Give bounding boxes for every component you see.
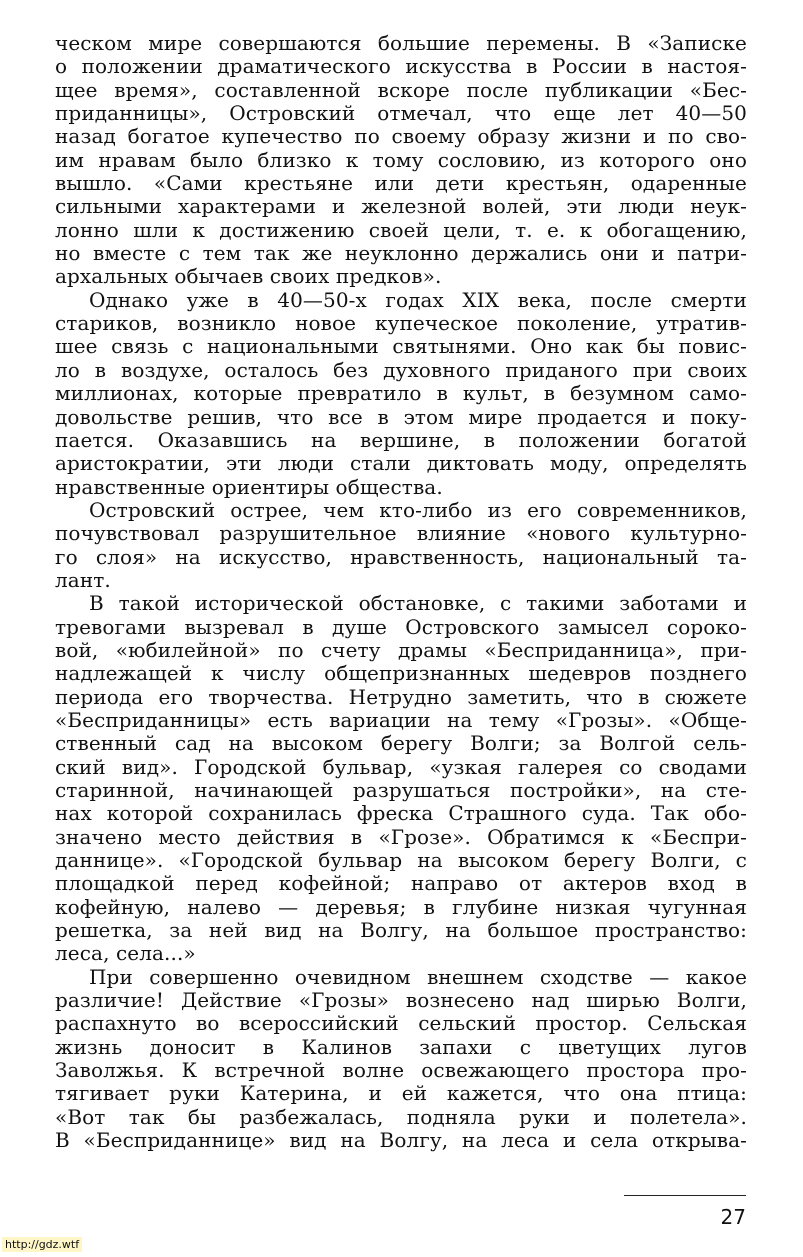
text-column <box>55 32 747 1153</box>
text-line: ческом мире совершаются большие перемены. В «Записке <box>55 31 747 55</box>
text-line: Островский острее, чем кто-либо из его современников, <box>89 497 747 522</box>
text-line: но вместе с тем так же неуклонно держались они и патри- <box>55 241 747 266</box>
text-line: архальных обычаев своих предков». <box>55 264 442 289</box>
text-line: назад богатое купечество по своему образу жизни и по сво- <box>55 124 747 149</box>
text-line: Заволжья. К встречной волне освежающего простора про- <box>55 1058 747 1083</box>
text-line: стариков, возникло новое купеческое поколение, утратив- <box>55 311 747 336</box>
text-line: жизнь доносит в Калинов запахи с цветущих лугов <box>55 1034 747 1059</box>
text-line: аристократии, эти люди стали диктовать моду, определять <box>55 451 747 476</box>
text-line: ственный сад на высоком берегу Волги; за Волгой сель- <box>55 731 747 756</box>
text-line: нах которой сохранилась фреска Страшного суда. Так обо- <box>55 801 747 826</box>
text-line: даннице». «Городской бульвар на высоком берегу Волги, с <box>55 848 747 873</box>
text-line: им нравам было близко к тому сословию, из которого оно <box>55 147 747 172</box>
text-line: почувствовал разрушительное влияние «нового культурно- <box>55 521 747 546</box>
text-line: старинной, начинающей разрушаться постройки», на сте- <box>55 778 747 802</box>
text-line: периода его творчества. Нетрудно заметить, что в сюжете <box>55 684 747 709</box>
text-line: значено место действия в «Грозе». Обратимся к «Беспри- <box>55 824 747 849</box>
text-line: о положении драматического искусства в России в настоя- <box>55 54 747 79</box>
footer-rule <box>624 1195 746 1196</box>
text-line: вой, «юбилейной» по счету драмы «Бесприданница», при- <box>55 637 747 662</box>
text-line: «Бесприданницы» есть вариации на тему «Грозы». «Обще- <box>55 707 747 732</box>
text-line: надлежащей к числу общепризнанных шедевров позднего <box>55 661 747 686</box>
text-line: тревогами вызревал в душе Островского замысел сороко- <box>55 614 747 639</box>
text-line: площадкой перед кофейной; направо от актеров вход в <box>55 871 747 896</box>
text-line: леса, села...» <box>55 941 196 966</box>
page-number: 27 <box>720 1205 746 1229</box>
text-line: Однако уже в 40—50-х годах XIX века, после смерти <box>89 287 747 312</box>
text-line: пается. Оказавшись на вершине, в положении богатой <box>55 427 747 452</box>
text-line: щее время», составленной вскоре после публикации «Бес- <box>55 77 747 102</box>
text-line: При совершенно очевидном внешнем сходстве — какое <box>89 964 747 989</box>
text-line: В такой исторической обстановке, с такими заботами и <box>89 591 747 616</box>
page-text <box>55 32 747 1153</box>
text-line: В «Бесприданнице» вид на Волгу, на леса и села открыва- <box>55 1128 747 1153</box>
text-line: приданницы», Островский отмечал, что еще лет 40—50 <box>55 101 747 126</box>
text-line: сильными характерами и железной волей, эти люди неук- <box>55 194 747 219</box>
text-line: лонно шли к достижению своей цели, т. е. к обогащению, <box>55 217 747 242</box>
text-line: распахнуто во всероссийский сельский простор. Сельская <box>55 1011 747 1036</box>
text-line: вышло. «Сами крестьяне или дети крестьян, одаренные <box>55 171 747 196</box>
text-line: различие! Действие «Грозы» вознесено над ширью Волги, <box>55 988 747 1013</box>
text-line: ло в воздухе, осталось без духовного приданого при своих <box>55 357 747 382</box>
text-line: решетка, за ней вид на Волгу, на большое пространство: <box>55 918 747 943</box>
text-line: довольстве решив, что все в этом мире продается и поку- <box>55 404 747 429</box>
text-line: го слоя» на искусство, нравственность, национальный та- <box>55 544 747 569</box>
text-line: лант. <box>55 567 111 592</box>
text-line: «Вот так бы разбежалась, подняла руки и полетела». <box>55 1104 747 1129</box>
watermark-link[interactable]: http://gdz.wtf <box>2 1237 82 1252</box>
text-line: миллионах, которые превратило в культ, в безумном само- <box>55 381 747 406</box>
text-line: кофейную, налево — деревья; в глубине низкая чугунная <box>55 894 747 919</box>
text-line: тягивает руки Катерина, и ей кажется, что она птица: <box>55 1081 747 1106</box>
text-line: нравственные ориентиры общества. <box>55 474 443 499</box>
text-line: шее связь с национальными святынями. Оно как бы повис- <box>55 334 747 359</box>
text-line: ский вид». Городской бульвар, «узкая галерея со сводами <box>55 754 747 779</box>
